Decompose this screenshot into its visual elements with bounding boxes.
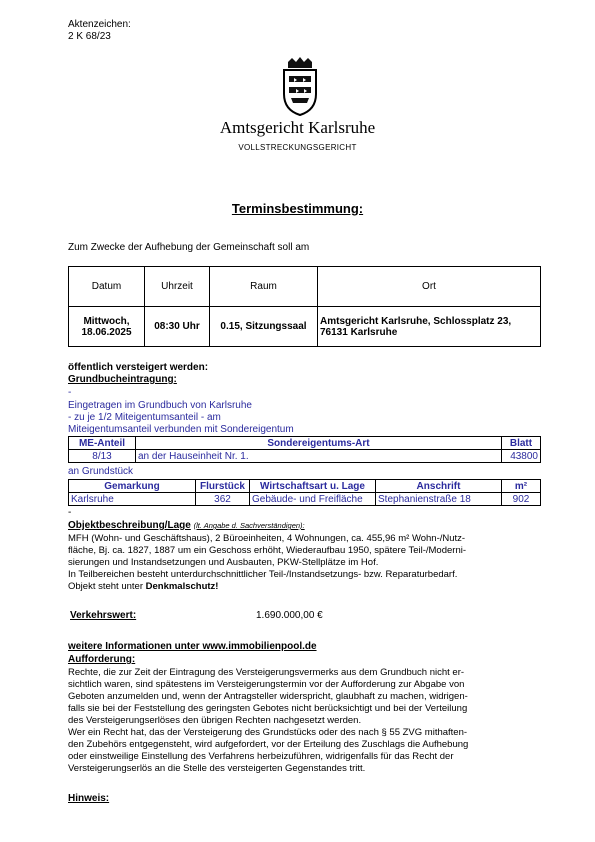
aufforderung-heading: Aufforderung: [68,654,136,665]
hinweis-heading: Hinweis: [68,793,110,804]
gem-header-flurstueck: Flurstück [196,480,250,493]
termin-header-ort: Ort [318,267,541,307]
termin-uhrzeit: 08:30 Uhr [145,307,210,347]
an-grundstueck: an Grundstück [68,466,134,477]
objekt-heading: Objektbeschreibung/Lage [68,520,191,531]
objekt-heading-row [68,520,305,532]
termin-datum-line2: 18.06.2025 [81,326,132,338]
termin-table [68,266,541,347]
gem-header-gemarkung: Gemarkung [69,480,196,493]
grundbuch-line-3: Miteigentumsanteil verbunden mit Sondereigentum [68,424,294,435]
aufforderung-line-1: Rechte, die zur Zeit der Eintragung des Versteigerungsvermerks aus dem Grundbuch nicht er- [68,667,465,678]
verkehrswert-label: Verkehrswert: [70,610,137,621]
gemarkung-table [68,479,541,506]
objekt-line-1: MFH (Wohn- und Geschäftshaus), 2 Büroeinheiten, 4 Wohnungen, ca. 455,96 m² Wohn-/Nutz- [68,533,466,544]
grundbuch-dash: - [68,387,72,398]
aufforderung-line-3: Geboten anzumelden und, wenn der Antragsteller widerspricht, glaubhaft zu machen, widrigen- [68,691,468,702]
gem-header-m2: m² [502,480,541,493]
objekt-dash: - [68,507,72,518]
gem-header-anschrift: Anschrift [376,480,502,493]
aufforderung-line-8: oder einstweilige Einstellung des Verfahrens herbeizuführen, widrigenfalls für das Recht der [68,751,454,762]
me-header-art: Sondereigentums-Art [136,437,502,450]
aufforderung-line-5: des Versteigerungserlöses den übrigen Rechten nachgesetzt werden. [68,715,362,726]
gem-cell-flurstueck: 362 [196,493,250,506]
department-name: VOLLSTRECKUNGSGERICHT [238,143,357,152]
termin-header-datum: Datum [69,267,145,307]
me-cell-anteil: 8/13 [69,450,136,463]
document-title: Terminsbestimmung: [231,201,364,216]
aufforderung-line-7: den Zubehörs entgegensteht, wird aufgefordert, vor der Erteilung des Zuschlags die Aufhebung [68,739,469,750]
intro-text: Zum Zwecke der Aufhebung der Gemeinschaft soll am [68,242,310,253]
me-cell-blatt: 43800 [502,450,541,463]
versteigert-text: öffentlich versteigert werden: [68,362,209,373]
termin-ort [318,307,541,347]
gem-cell-m2: 902 [502,493,541,506]
grundbuch-line-2: - zu je 1/2 Miteigentumsanteil - am [68,412,221,423]
objekt-line-3: sierungen und Instandsetzungen und Ausbauten, PKW-Stellplätze im Hof. [68,557,379,568]
aufforderung-line-9: Versteigerungserlös an die Stelle des versteigerten Gegenstandes tritt. [68,763,366,774]
objekt-note: (lt. Angabe d. Sachverständigen): [193,521,305,530]
weitere-info-link[interactable]: weitere Informationen unter www.immobilienpool.de [68,641,317,652]
termin-raum: 0.15, Sitzungssaal [210,307,318,347]
me-anteil-table [68,436,541,463]
gem-header-wirtschaftsart: Wirtschaftsart u. Lage [250,480,376,493]
me-header-anteil: ME-Anteil [69,437,136,450]
termin-ort-line2: 76131 Karlsruhe [320,326,398,338]
grundbuch-line-1: Eingetragen im Grundbuch von Karlsruhe [68,400,252,411]
objekt-line-2: fläche, Bj. ca. 1827, 1887 um ein Geschoss erhöht, Wiederaufbau 1950, spätere Teil-/Moderni- [68,545,466,556]
termin-datum-line1: Mittwoch, [83,315,130,327]
denkmal-bold: Denkmalschutz! [145,581,219,592]
termin-datum [69,307,145,347]
gem-cell-gemarkung: Karlsruhe [69,493,196,506]
aufforderung-line-2: sichtlich waren, sind spätestens im Versteigerungstermin vor der Aufforderung zur Abgabe von [68,679,465,690]
aufforderung-line-4: falls sie bei der Feststellung des geringsten Gebotes nicht berücksichtigt und bei der Verteilung [68,703,468,714]
gem-cell-anschrift: Stephanienstraße 18 [376,493,502,506]
aktenzeichen: 2 K 68/23 [68,31,111,42]
denkmal-row [68,581,218,593]
termin-header-uhrzeit: Uhrzeit [145,267,210,307]
termin-header-raum: Raum [210,267,318,307]
termin-ort-line1: Amtsgericht Karlsruhe, Schlossplatz 23, [320,315,512,327]
state-coat-of-arms-icon [280,56,320,116]
objekt-line-4: In Teilbereichen besteht unterdurchschnittlicher Teil-/Instandsetzungs- bzw. Reparaturbedarf. [68,569,458,580]
me-cell-art: an der Hauseinheit Nr. 1. [136,450,502,463]
aufforderung-line-6: Wer ein Recht hat, das der Versteigerung des Grundstücks oder des nach § 55 ZVG mithaften- [68,727,468,738]
gem-cell-wirtschaftsart: Gebäude- und Freifläche [250,493,376,506]
me-header-blatt: Blatt [502,437,541,450]
court-name: Amtsgericht Karlsruhe [219,118,376,137]
denkmal-prefix: Objekt steht unter [68,581,146,592]
verkehrswert-value: 1.690.000,00 € [256,610,323,621]
grundbuch-heading: Grundbucheintragung: [68,374,177,385]
aktenzeichen-label: Aktenzeichen: [68,19,131,30]
